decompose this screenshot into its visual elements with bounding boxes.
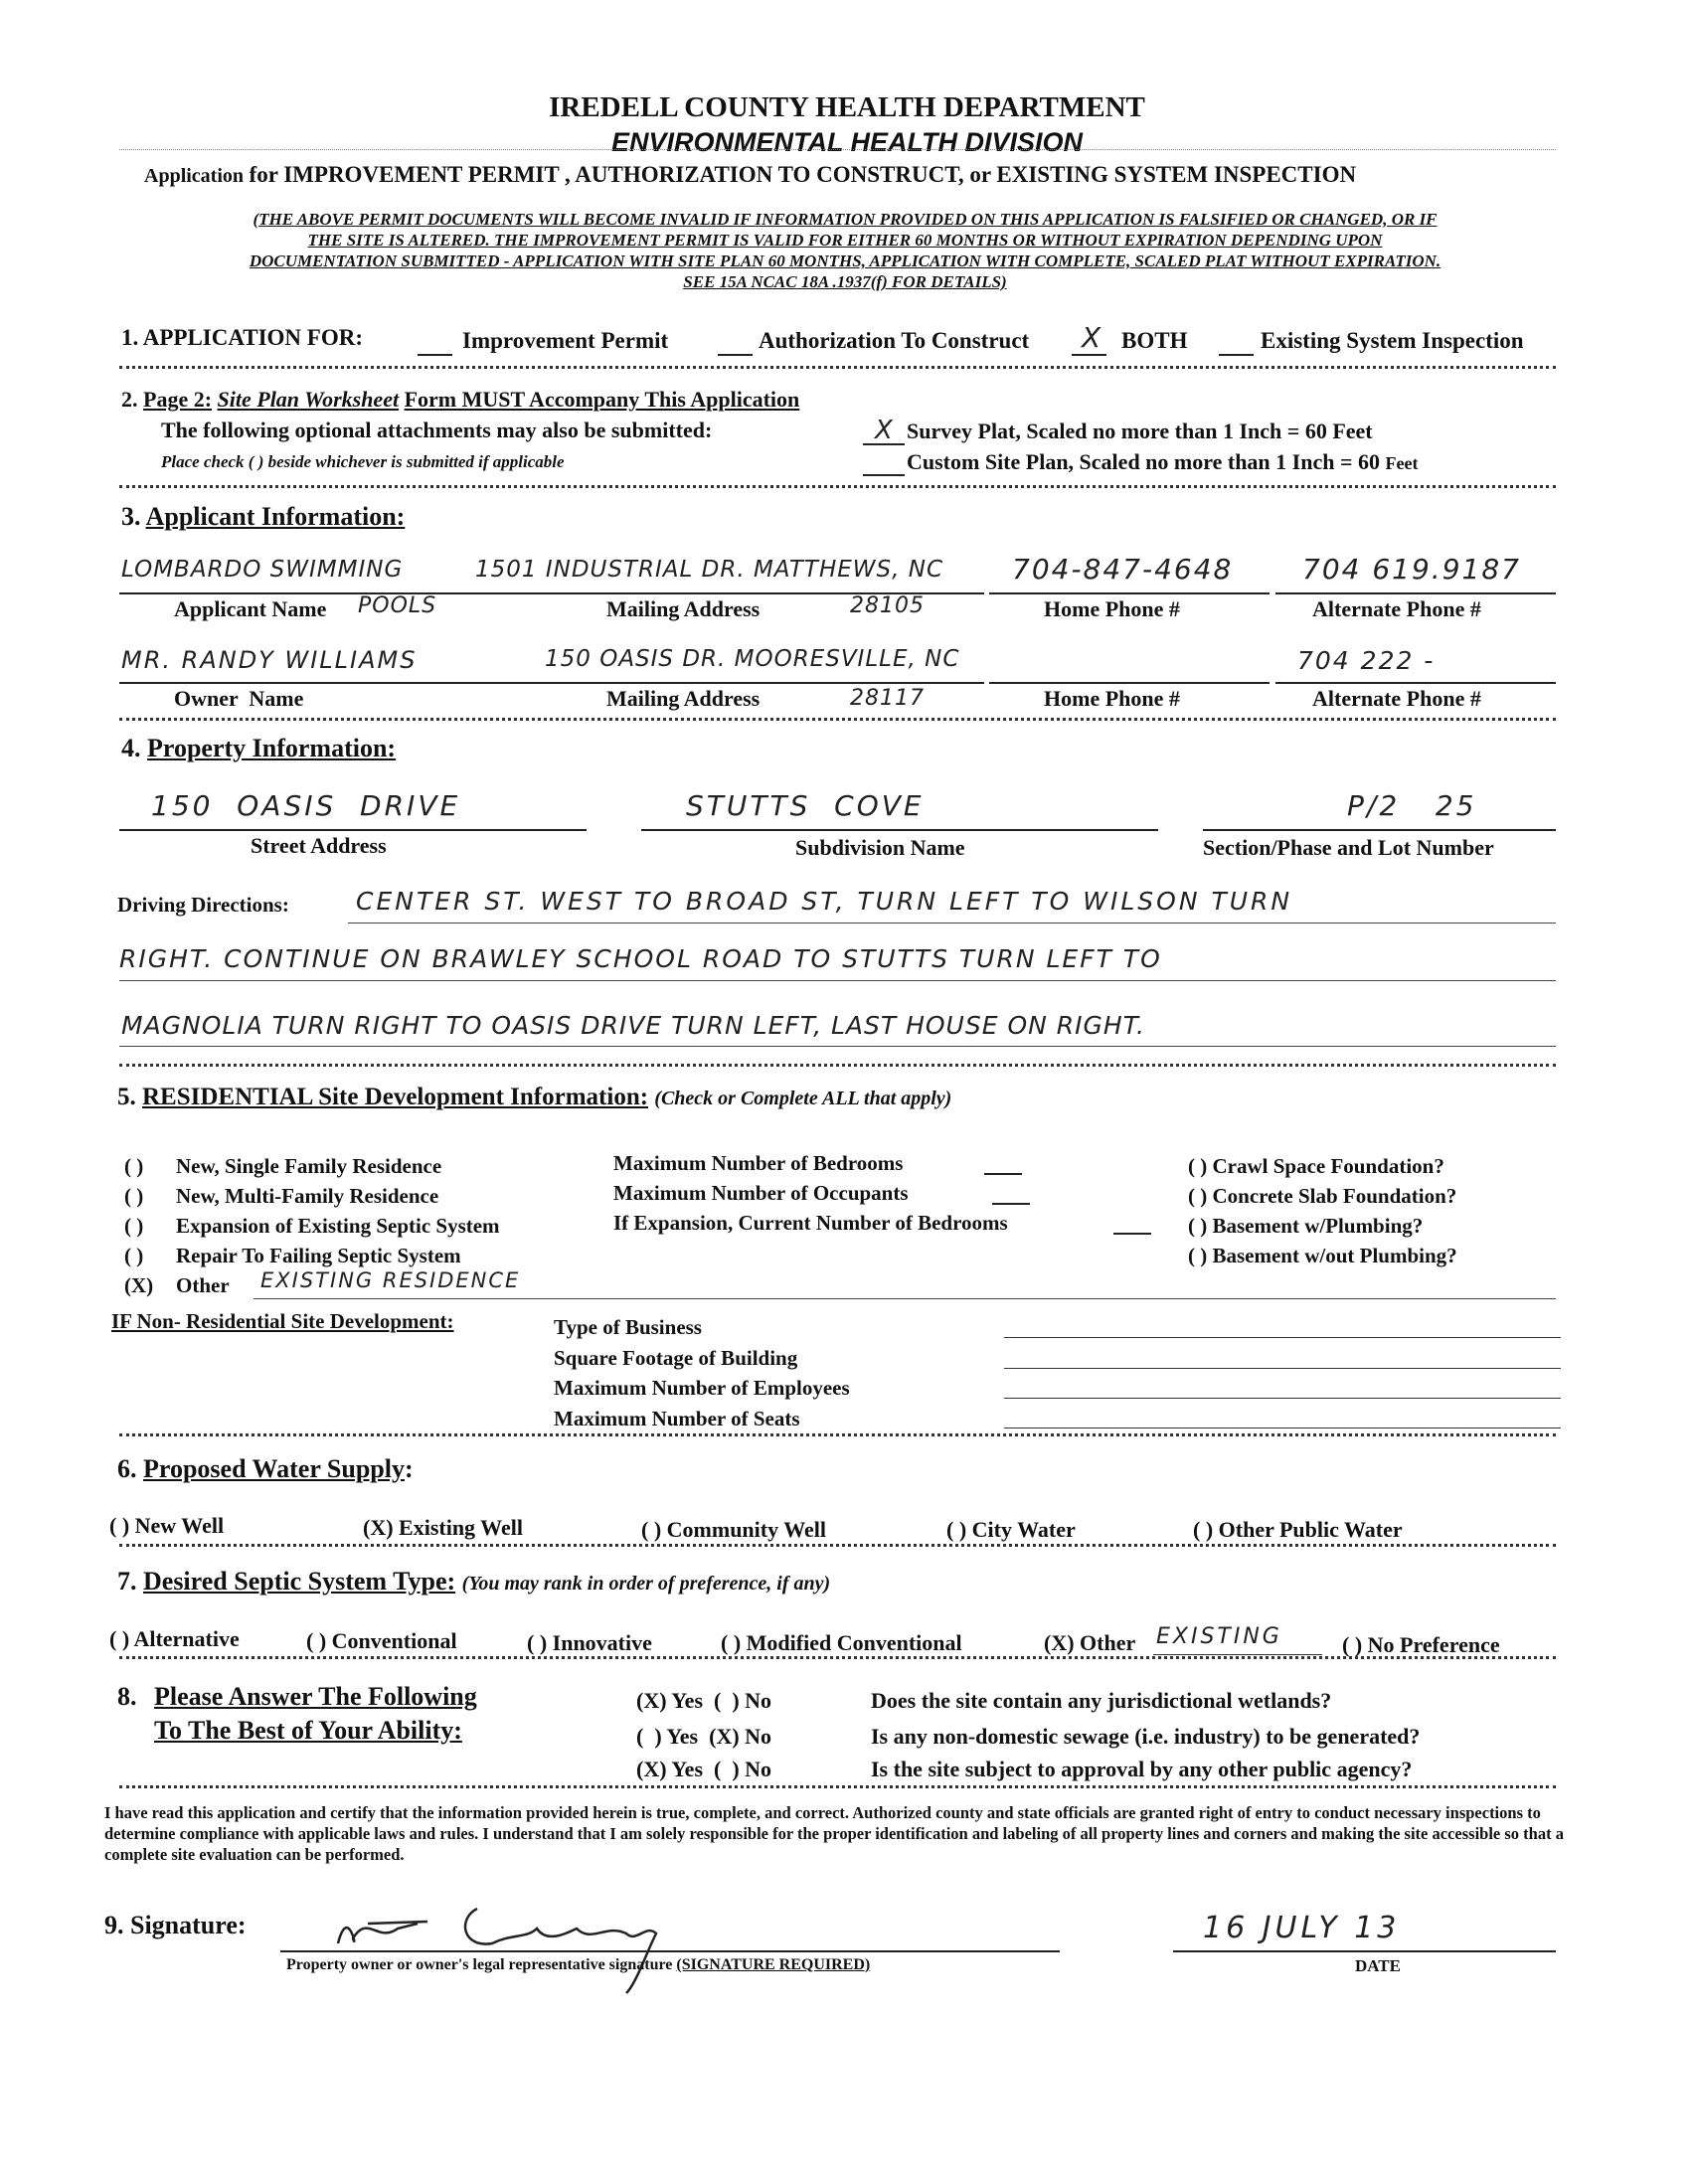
owner-name-label: Owner Name bbox=[174, 686, 304, 711]
max-bedrooms-label: Maximum Number of Bedrooms bbox=[613, 1151, 904, 1175]
driving-directions-label: Driving Directions: bbox=[117, 893, 289, 917]
checkbox[interactable]: (X) bbox=[124, 1273, 154, 1297]
septic-conventional[interactable]: ( ) Conventional bbox=[306, 1628, 457, 1653]
other-residence-value[interactable]: EXISTING RESIDENCE bbox=[260, 1268, 521, 1292]
applicant-name-label: Applicant Name bbox=[174, 596, 327, 621]
application-heading bbox=[144, 162, 1356, 188]
max-seats-label: Maximum Number of Seats bbox=[554, 1406, 800, 1430]
non-residential-fields bbox=[554, 1312, 850, 1433]
both-check-mark: X bbox=[1082, 321, 1104, 354]
section-8-title-2: To The Best of Your Ability: bbox=[154, 1716, 462, 1745]
divider bbox=[119, 485, 1556, 488]
certification-text: I have read this application and certify that the information provided herein is true, complete, and correct. Authorized county and state officials are granted right of entry to conduct necessary inspections to determine compliance with applicable laws and rules. I understand that I am solely responsible for the proper identification and labeling of all property lines and corners and making the site accessible so that a complete site evaluation can be performed. bbox=[104, 1803, 1564, 1864]
septic-modified-conventional[interactable]: ( ) Modified Conventional bbox=[721, 1630, 962, 1655]
section-3-number: 3. bbox=[121, 502, 141, 531]
section-2-title-a: Page 2: bbox=[143, 387, 213, 412]
applicant-name-value[interactable]: LOMBARDO SWIMMING bbox=[121, 557, 404, 583]
basement-no-plumbing-option[interactable]: ( ) Basement w/out Plumbing? bbox=[1188, 1244, 1457, 1267]
street-address-label: Street Address bbox=[251, 833, 387, 858]
type-of-business-field[interactable] bbox=[1004, 1337, 1561, 1338]
section-7-note: (You may rank in order of preference, if any) bbox=[461, 1573, 831, 1595]
section-5-heading bbox=[117, 1084, 951, 1111]
section-9-number: 9. bbox=[104, 1911, 124, 1939]
owner-home-phone-label: Home Phone # bbox=[1044, 686, 1180, 711]
septic-alternative[interactable]: ( ) Alternative bbox=[109, 1626, 240, 1651]
foundation-options bbox=[1188, 1151, 1457, 1270]
section-1 bbox=[121, 325, 363, 351]
option-label: Repair To Failing Septic System bbox=[176, 1244, 461, 1267]
concrete-slab-option[interactable]: ( ) Concrete Slab Foundation? bbox=[1188, 1184, 1457, 1208]
optional-attachments-text: The following optional attachments may also be submitted: bbox=[161, 418, 713, 442]
applicant-address-value[interactable]: 1501 INDUSTRIAL DR. MATTHEWS, NC bbox=[475, 557, 944, 583]
checkbox[interactable]: ( ) bbox=[124, 1184, 144, 1208]
owner-alt-phone-value[interactable]: 704 222 - bbox=[1297, 646, 1436, 675]
survey-plat-check-mark: X bbox=[875, 416, 896, 445]
max-occupants-label: Maximum Number of Occupants bbox=[613, 1181, 909, 1205]
non-residential-label: IF Non- Residential Site Development: bbox=[111, 1309, 454, 1333]
septic-no-preference[interactable]: ( ) No Preference bbox=[1342, 1632, 1500, 1657]
section-4-heading bbox=[121, 734, 396, 763]
option-expansion[interactable] bbox=[124, 1211, 500, 1241]
custom-site-plan-label: Custom Site Plan, Scaled no more than 1 Inch = 60 bbox=[907, 449, 1380, 474]
square-footage-label: Square Footage of Building bbox=[554, 1345, 798, 1370]
warning-line-1: (THE ABOVE PERMIT DOCUMENTS WILL BECOME INVALID IF INFORMATION PROVIDED ON THIS APPLICATION IS FALSIFIED OR CHANGED, OR IF bbox=[253, 210, 1438, 229]
water-existing-well[interactable]: (X) Existing Well bbox=[363, 1515, 523, 1540]
custom-site-plan-unit: Feet bbox=[1385, 453, 1419, 473]
option-both[interactable]: BOTH bbox=[1121, 328, 1188, 353]
warning-text bbox=[99, 209, 1591, 292]
wetlands-question: Does the site contain any jurisdictional wetlands? bbox=[871, 1688, 1332, 1713]
section-5-note: (Check or Complete ALL that apply) bbox=[654, 1088, 952, 1109]
option-repair[interactable] bbox=[124, 1241, 500, 1270]
section-8-title-1: Please Answer The Following bbox=[154, 1682, 477, 1711]
signature-caption bbox=[286, 1956, 870, 1974]
max-employees-label: Maximum Number of Employees bbox=[554, 1376, 850, 1400]
department-title: IREDELL COUNTY HEALTH DEPARTMENT bbox=[549, 91, 1145, 123]
sewage-question: Is any non-domestic sewage (i.e. industry) to be generated? bbox=[871, 1724, 1421, 1749]
place-check-note: Place check ( ) beside whichever is submitted if applicable bbox=[161, 452, 565, 471]
divider bbox=[119, 366, 1556, 369]
subdivision-value[interactable]: STUTTS COVE bbox=[686, 789, 925, 822]
square-footage-field[interactable] bbox=[1004, 1368, 1561, 1369]
survey-plat-option[interactable]: Survey Plat, Scaled no more than 1 Inch = 60 Feet bbox=[907, 419, 1373, 443]
sewage-answer[interactable]: ( ) Yes (X) No bbox=[636, 1724, 772, 1749]
septic-other[interactable]: (X) Other bbox=[1044, 1630, 1136, 1655]
section-6-title: Proposed Water Supply bbox=[143, 1454, 405, 1483]
section-7-title: Desired Septic System Type: bbox=[143, 1567, 456, 1596]
applicant-alt-phone-label: Alternate Phone # bbox=[1312, 596, 1481, 621]
section-3-title: Applicant Information: bbox=[145, 502, 406, 531]
warning-line-4: SEE 15A NCAC 18A .1937(f) FOR DETAILS) bbox=[683, 272, 1007, 291]
water-city-water[interactable]: ( ) City Water bbox=[946, 1517, 1076, 1542]
section-7-number: 7. bbox=[117, 1567, 137, 1596]
owner-name-value[interactable]: MR. RANDY WILLIAMS bbox=[121, 646, 418, 674]
section-9-heading bbox=[104, 1911, 247, 1940]
type-of-business-label: Type of Business bbox=[554, 1315, 702, 1339]
option-label: Expansion of Existing Septic System bbox=[176, 1214, 500, 1238]
application-title: for IMPROVEMENT PERMIT , AUTHORIZATION TO CONSTRUCT, or EXISTING SYSTEM INSPECTION bbox=[249, 162, 1357, 187]
owner-mailing-label: Mailing Address bbox=[606, 686, 761, 711]
section-4-title: Property Information: bbox=[147, 734, 397, 762]
option-single-family[interactable] bbox=[124, 1151, 500, 1181]
option-label: New, Multi-Family Residence bbox=[176, 1184, 439, 1208]
signature-required: (SIGNATURE REQUIRED) bbox=[676, 1956, 871, 1973]
section-8-number: 8. bbox=[117, 1682, 137, 1711]
option-improvement-permit[interactable]: Improvement Permit bbox=[462, 328, 669, 353]
applicant-home-phone-value[interactable]: 704-847-4648 bbox=[1012, 553, 1234, 586]
signature-label: Signature: bbox=[130, 1911, 247, 1939]
section-6-heading bbox=[117, 1454, 414, 1484]
water-other-public[interactable]: ( ) Other Public Water bbox=[1193, 1517, 1403, 1542]
max-employees-field[interactable] bbox=[1004, 1398, 1561, 1399]
checkbox[interactable]: ( ) bbox=[124, 1154, 144, 1178]
section-2-title-b: Site Plan Worksheet bbox=[217, 387, 400, 412]
divider bbox=[119, 1544, 1556, 1547]
directions-line-2[interactable]: RIGHT. CONTINUE ON BRAWLEY SCHOOL ROAD TO STUTTS TURN LEFT TO bbox=[119, 944, 1162, 973]
basement-plumbing-option[interactable]: ( ) Basement w/Plumbing? bbox=[1188, 1214, 1424, 1238]
custom-site-plan-option[interactable] bbox=[907, 449, 1418, 475]
divider bbox=[119, 1656, 1556, 1659]
option-label: New, Single Family Residence bbox=[176, 1154, 442, 1178]
agency-question: Is the site subject to approval by any other public agency? bbox=[871, 1757, 1413, 1781]
applicant-zip-value[interactable]: 28105 bbox=[850, 593, 925, 618]
section-6-number: 6. bbox=[117, 1454, 137, 1483]
septic-innovative[interactable]: ( ) Innovative bbox=[527, 1630, 652, 1655]
checkbox[interactable]: ( ) bbox=[124, 1244, 144, 1267]
warning-line-2: THE SITE IS ALTERED. THE IMPROVEMENT PERMIT IS VALID FOR EITHER 60 MONTHS OR WITHOUT EXPIRATION DEPENDING UPON bbox=[307, 231, 1383, 250]
street-address-value[interactable]: 150 OASIS DRIVE bbox=[151, 789, 461, 822]
divider bbox=[119, 1433, 1556, 1436]
crawl-space-option[interactable]: ( ) Crawl Space Foundation? bbox=[1188, 1154, 1444, 1178]
applicant-mailing-label: Mailing Address bbox=[606, 596, 761, 621]
owner-address-value[interactable]: 150 OASIS DR. MOORESVILLE, NC bbox=[545, 646, 960, 672]
applicant-name-value-2[interactable]: POOLS bbox=[358, 593, 437, 618]
signature-caption-text: Property owner or owner's legal representative signature bbox=[286, 1956, 673, 1973]
warning-line-3: DOCUMENTATION SUBMITTED - APPLICATION WITH SITE PLAN 60 MONTHS, APPLICATION WITH COMPLETE, SCALED PLAT WITHOUT EXPIRATION. bbox=[249, 252, 1441, 270]
expansion-bedrooms-label: If Expansion, Current Number of Bedrooms bbox=[613, 1211, 1008, 1235]
divider bbox=[119, 1064, 1556, 1067]
wetlands-answer[interactable]: (X) Yes ( ) No bbox=[636, 1688, 772, 1713]
applicant-home-phone-label: Home Phone # bbox=[1044, 596, 1180, 621]
section-2-number: 2. bbox=[121, 387, 138, 412]
section-5-number: 5. bbox=[117, 1084, 136, 1110]
agency-answer[interactable]: (X) Yes ( ) No bbox=[636, 1757, 772, 1781]
section-6-colon: : bbox=[404, 1454, 414, 1483]
division-title: ENVIRONMENTAL HEALTH DIVISION bbox=[610, 127, 1084, 157]
option-multi-family[interactable] bbox=[124, 1181, 500, 1211]
directions-line-1[interactable]: CENTER ST. WEST TO BROAD ST, TURN LEFT TO WILSON TURN bbox=[356, 887, 1293, 916]
section-lot-value[interactable]: P/2 25 bbox=[1347, 789, 1477, 822]
water-new-well[interactable]: ( ) New Well bbox=[109, 1513, 225, 1538]
directions-line-3[interactable]: MAGNOLIA TURN RIGHT TO OASIS DRIVE TURN LEFT, LAST HOUSE ON RIGHT. bbox=[121, 1011, 1145, 1040]
checkbox[interactable]: ( ) bbox=[124, 1214, 144, 1238]
date-label: DATE bbox=[1355, 1956, 1401, 1975]
option-authorization-to-construct[interactable]: Authorization To Construct bbox=[759, 328, 1030, 353]
divider bbox=[119, 718, 1556, 721]
section-3-heading bbox=[121, 502, 405, 532]
subdivision-label: Subdivision Name bbox=[795, 835, 965, 860]
section-7-heading bbox=[117, 1567, 830, 1596]
section-2-heading bbox=[121, 387, 799, 413]
application-for-label: APPLICATION FOR: bbox=[142, 325, 363, 350]
section-lot-label: Section/Phase and Lot Number bbox=[1203, 835, 1494, 860]
section-5-title: RESIDENTIAL Site Development Information: bbox=[142, 1084, 649, 1110]
option-label: Other bbox=[176, 1273, 230, 1297]
section-4-number: 4. bbox=[121, 734, 141, 762]
section-2-title-c: Form MUST Accompany This Application bbox=[404, 387, 800, 412]
water-community-well[interactable]: ( ) Community Well bbox=[641, 1517, 826, 1542]
applicant-alt-phone-value[interactable]: 704 619.9187 bbox=[1302, 553, 1521, 586]
date-value[interactable]: 16 JULY 13 bbox=[1203, 1911, 1401, 1945]
option-existing-system-inspection[interactable]: Existing System Inspection bbox=[1261, 328, 1524, 353]
owner-zip-value[interactable]: 28117 bbox=[850, 686, 925, 711]
septic-other-value[interactable]: EXISTING bbox=[1156, 1624, 1282, 1649]
signature-drawing[interactable] bbox=[328, 1884, 686, 2003]
owner-alt-phone-label: Alternate Phone # bbox=[1312, 686, 1481, 711]
application-label: Application bbox=[144, 165, 245, 187]
divider bbox=[119, 1785, 1556, 1788]
section-1-number: 1. bbox=[121, 325, 139, 350]
